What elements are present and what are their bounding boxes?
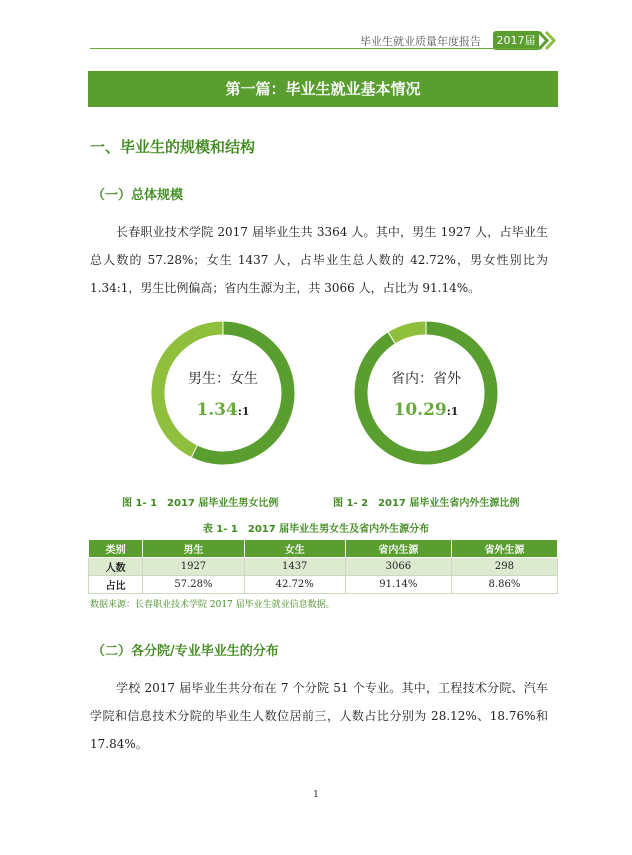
- donut-slice-男生: [191, 321, 295, 465]
- subsection-heading-distribution: （二）各分院/专业毕业生的分布: [92, 644, 279, 659]
- header-divider: [90, 48, 542, 49]
- donut-ratio: [148, 400, 298, 420]
- table-cell: 57.28%: [143, 576, 244, 594]
- header-title: 毕业生就业质量年度报告: [360, 35, 481, 48]
- figure-caption-gender: 图 1- 1 2017 届毕业生男女比例: [122, 498, 279, 509]
- page-number: 1: [313, 790, 319, 800]
- paragraph-distribution: 学校 2017 届毕业生共分布在 7 个分院 51 个专业。其中，工程技术分院、汽车学院和信息技术分院的毕业生人数位居前三，人数占比分别为 28.12%、18.76%和 17.84%。: [90, 681, 548, 751]
- distribution-table: [88, 539, 558, 594]
- table-header-cell: 省内生源: [345, 540, 451, 558]
- ratio-suffix: :1: [446, 405, 459, 418]
- paragraph-overview: 长春职业技术学院 2017 届毕业生共 3364 人。其中，男生 1927 人，占毕业生总人数的 57.28%；女生 1437 人，占毕业生总人数的 42.72%，男女性别比为 1.34:1，男生比例偏高；省内生源为主，共 3066 人，占比为 91.14%。: [90, 225, 548, 295]
- donut-chart-gender: [148, 318, 298, 468]
- table-cell: 298: [451, 558, 557, 576]
- ratio-value: 1.34: [196, 400, 238, 420]
- subsection-heading-scale: （一）总体规模: [92, 188, 184, 203]
- table-cell: 1927: [143, 558, 244, 576]
- table-header-cell: 女生: [244, 540, 345, 558]
- ratio-value: 10.29: [393, 400, 447, 420]
- table-cell: 42.72%: [244, 576, 345, 594]
- table-title: 表 1- 1 2017 届毕业生男女生及省内外生源分布: [202, 524, 430, 535]
- ratio-suffix: :1: [237, 405, 250, 418]
- header-year-badge: 2017届: [493, 31, 539, 50]
- table-cell: 占比: [89, 576, 143, 594]
- table-cell: 8.86%: [451, 576, 557, 594]
- donut-center-label: 省内：省外: [391, 371, 461, 387]
- table-header-cell: 男生: [143, 540, 244, 558]
- table-cell: 人数: [89, 558, 143, 576]
- donut-slice-省外: [388, 321, 426, 344]
- donut-center-label: 男生：女生: [188, 371, 258, 387]
- table-header-cell: 类别: [89, 540, 143, 558]
- table-source-note: 数据来源：长春职业技术学院 2017 届毕业生就业信息数据。: [90, 600, 335, 610]
- table-row: [89, 576, 558, 594]
- donut-ratio: [351, 400, 501, 420]
- table-cell: 1437: [244, 558, 345, 576]
- section-heading: 一、毕业生的规模和结构: [90, 138, 256, 156]
- donut-svg-origin: [351, 318, 501, 468]
- table-row: [89, 558, 558, 576]
- figure-caption-origin: 图 1- 2 2017 届毕业生省内外生源比例: [333, 498, 520, 509]
- table-cell: 3066: [345, 558, 451, 576]
- table-cell: 91.14%: [345, 576, 451, 594]
- table-header-cell: 省外生源: [451, 540, 557, 558]
- donut-chart-origin: [351, 318, 501, 468]
- donut-slice-省内: [354, 321, 498, 465]
- donut-svg-gender: [148, 318, 298, 468]
- donut-slice-女生: [151, 321, 223, 458]
- chapter-banner: 第一篇：毕业生就业基本情况: [88, 71, 558, 107]
- table-header-row: [89, 540, 558, 558]
